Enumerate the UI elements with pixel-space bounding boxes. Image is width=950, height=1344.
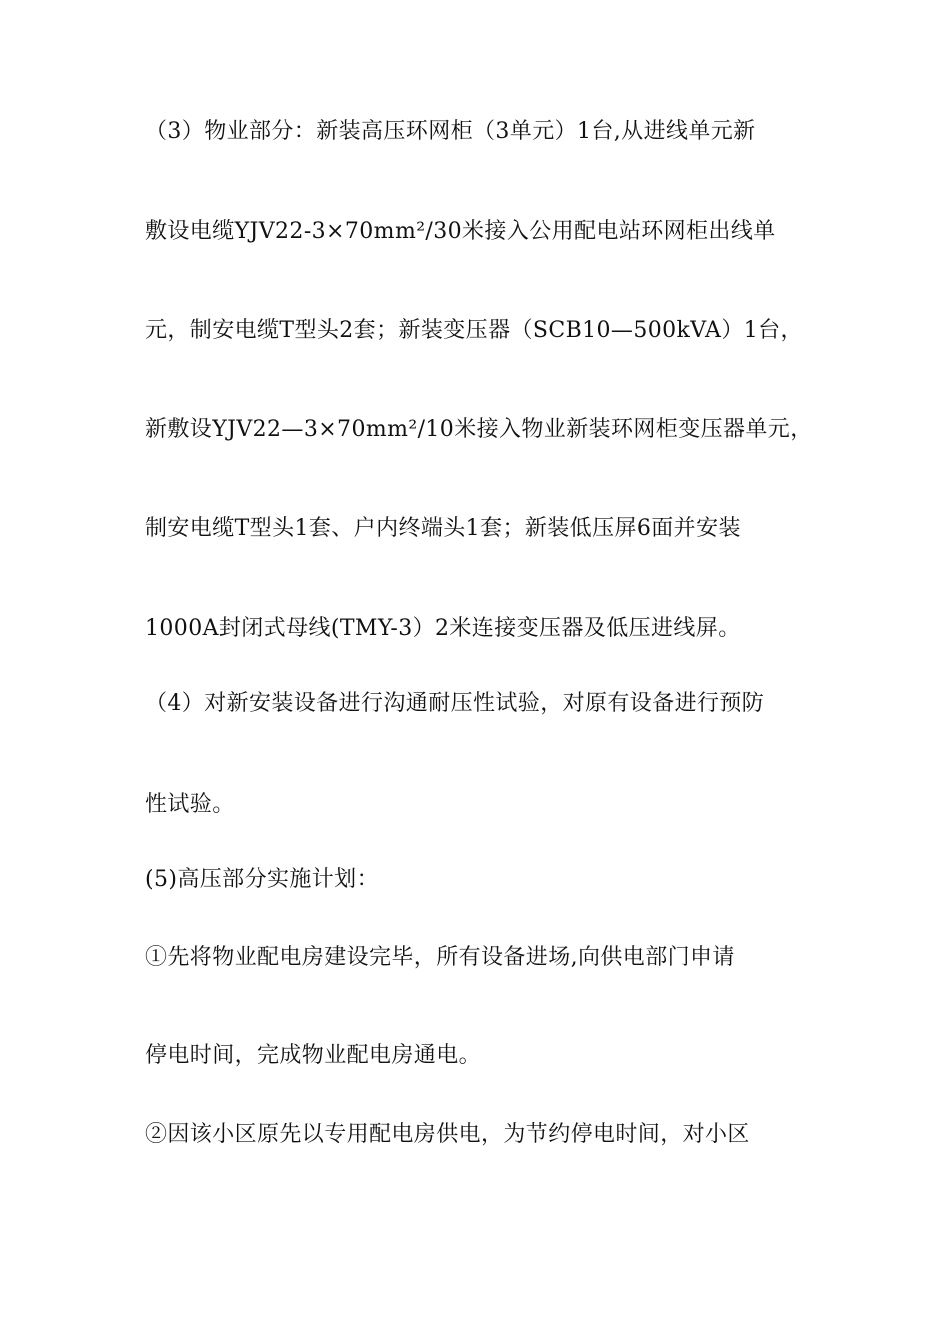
text-line-12: ②因该小区原先以专用配电房供电，为节约停电时间，对小区 [145,1122,750,1147]
text-line-5: 制安电缆T型头1套、户内终端头1套；新装低压屏6面并安装 [145,516,741,541]
text-line-6: 1000A封闭式母线(TMY-3）2米连接变压器及低压进线屏。 [145,616,741,641]
text-line-11: 停电时间，完成物业配电房通电。 [145,1043,482,1068]
text-line-7: （4）对新安装设备进行沟通耐压性试验，对原有设备进行预防 [145,691,765,716]
text-line-4: 新敷设YJV22—3×70mm²/10米接入物业新装环网柜变压器单元， [145,417,813,442]
text-line-3: 元，制安电缆T型头2套；新装变压器（SCB10—500kVA）1台， [145,318,803,343]
text-line-10: ①先将物业配电房建设完毕，所有设备进场,向供电部门申请 [145,945,735,970]
text-line-1: （3）物业部分：新装高压环网柜（3单元）1台,从进线单元新 [145,119,756,144]
text-line-9: (5)高压部分实施计划： [145,867,379,892]
text-line-8: 性试验。 [145,792,235,817]
text-line-2: 敷设电缆YJV22-3×70mm²/30米接入公用配电站环网柜出线单 [145,219,776,244]
